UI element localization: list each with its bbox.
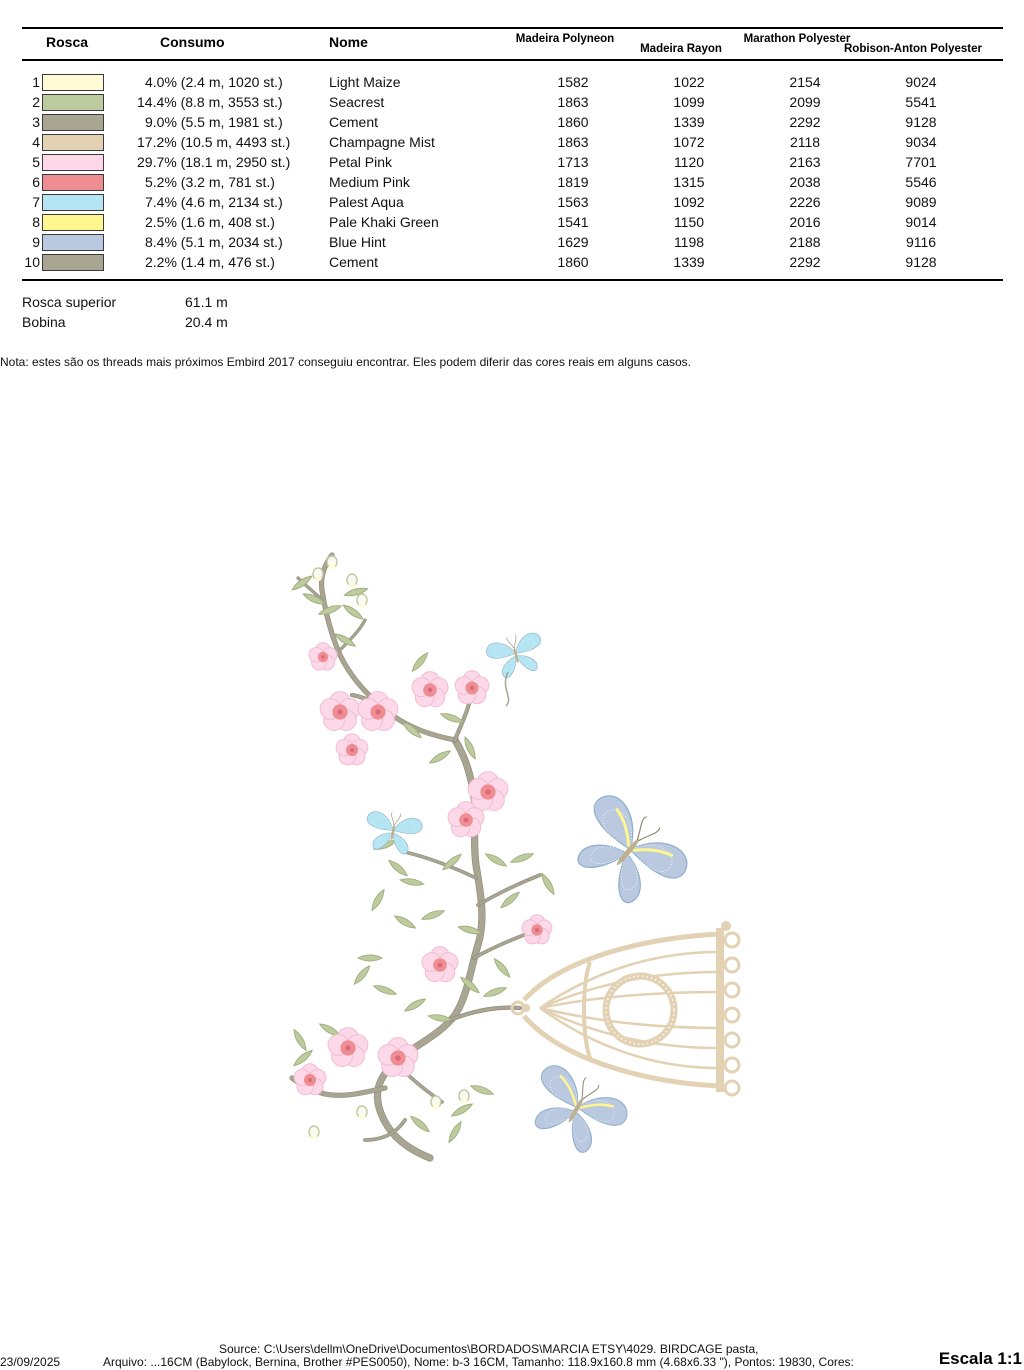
marathon-polyester-code: 2016 bbox=[789, 214, 821, 230]
thread-note: Nota: estes são os threads mais próximos Embird 2017 conseguiu encontrar. Eles podem diferir das cores reais em alguns casos. bbox=[0, 355, 692, 369]
leaf bbox=[446, 1120, 463, 1144]
birdcage-ring bbox=[606, 976, 674, 1044]
madeira-polyneon-code: 1860 bbox=[557, 254, 589, 270]
blossom-stamen bbox=[438, 963, 443, 968]
blossom-stamen bbox=[428, 688, 433, 693]
madeira-rayon-code: 1339 bbox=[673, 254, 705, 270]
color-swatch bbox=[42, 94, 104, 111]
madeira-polyneon-code: 1863 bbox=[557, 94, 589, 110]
leaf bbox=[387, 858, 409, 878]
thread-row bbox=[0, 252, 1024, 272]
thread-consumption: 7.4% (4.6 m, 2134 st.) bbox=[145, 194, 283, 210]
madeira-polyneon-code: 1582 bbox=[557, 74, 589, 90]
footer-file-info: Arquivo: ...16CM (Babylock, Bernina, Brother #PES0050), Nome: b-3 16CM, Tamanho: 118.9x160.8 mm (4.68x6.33 "), Pontos: 19830, Cores: bbox=[103, 1355, 854, 1369]
thread-number: 2 bbox=[32, 94, 40, 110]
madeira-rayon-code: 1315 bbox=[673, 174, 705, 190]
thread-number: 9 bbox=[32, 234, 40, 250]
madeira-polyneon-code: 1860 bbox=[557, 114, 589, 130]
color-swatch bbox=[42, 174, 104, 191]
flower-bud-base bbox=[329, 565, 336, 569]
madeira-rayon-code: 1099 bbox=[673, 94, 705, 110]
thread-number: 6 bbox=[32, 174, 40, 190]
butterfly-upper-wing bbox=[485, 638, 516, 661]
summary-value-bobbin: 20.4 m bbox=[185, 314, 228, 330]
blossom-stamen bbox=[337, 709, 342, 714]
robison-anton-polyester-code: 9128 bbox=[905, 114, 937, 130]
marathon-polyester-code: 2292 bbox=[789, 254, 821, 270]
color-swatch bbox=[42, 214, 104, 231]
leaf bbox=[318, 603, 343, 617]
blossom-stamen bbox=[535, 928, 539, 932]
birdcage-bar bbox=[540, 992, 718, 1008]
leaf bbox=[291, 1028, 308, 1052]
thread-consumption: 9.0% (5.5 m, 1981 st.) bbox=[145, 114, 283, 130]
blossom-stamen bbox=[345, 1045, 350, 1050]
color-swatch bbox=[42, 134, 104, 151]
blossom bbox=[455, 671, 489, 704]
blossom-stamen bbox=[308, 1078, 312, 1082]
madeira-polyneon-code: 1629 bbox=[557, 234, 589, 250]
robison-anton-polyester-code: 7701 bbox=[905, 154, 937, 170]
thread-name: Blue Hint bbox=[329, 234, 386, 250]
leaf bbox=[483, 985, 508, 999]
leaf bbox=[450, 1101, 474, 1118]
thread-consumption: 29.7% (18.1 m, 2950 st.) bbox=[137, 154, 291, 170]
robison-anton-polyester-code: 5541 bbox=[905, 94, 937, 110]
birdcage-scroll bbox=[725, 1033, 739, 1047]
flower-bud-base bbox=[311, 1135, 318, 1139]
leaf bbox=[352, 964, 372, 986]
leaf bbox=[492, 957, 512, 979]
birdcage-scroll bbox=[725, 1058, 739, 1072]
birdcage-knob bbox=[522, 1004, 530, 1012]
thread-row bbox=[0, 112, 1024, 132]
madeira-rayon-code: 1072 bbox=[673, 134, 705, 150]
flower-bud-base bbox=[461, 1099, 468, 1103]
footer-date: 23/09/2025 bbox=[0, 1355, 61, 1369]
birdcage-band bbox=[584, 962, 590, 1058]
header-consumo: Consumo bbox=[160, 34, 225, 50]
marathon-polyester-code: 2292 bbox=[789, 114, 821, 130]
marathon-polyester-code: 2163 bbox=[789, 154, 821, 170]
leaf bbox=[373, 983, 398, 997]
birdcage-scroll bbox=[725, 958, 739, 972]
thread-consumption: 17.2% (10.5 m, 4493 st.) bbox=[137, 134, 291, 150]
blossom bbox=[412, 672, 448, 707]
blossom bbox=[522, 915, 552, 944]
madeira-rayon-code: 1339 bbox=[673, 114, 705, 130]
header-madeira-polyneon: Madeira Polyneon bbox=[515, 33, 615, 45]
robison-anton-polyester-code: 9116 bbox=[905, 234, 937, 250]
summary-value-top-thread: 61.1 m bbox=[185, 294, 228, 310]
thread-name: Cement bbox=[329, 254, 379, 270]
color-swatch bbox=[42, 74, 104, 91]
butterfly-upper-wing bbox=[586, 789, 651, 851]
butterfly bbox=[518, 1057, 634, 1163]
blossom bbox=[378, 1038, 418, 1077]
blossom bbox=[309, 643, 337, 670]
thread-consumption: 2.2% (1.4 m, 476 st.) bbox=[145, 254, 275, 270]
thread-consumption: 2.5% (1.6 m, 408 st.) bbox=[145, 214, 275, 230]
robison-anton-polyester-code: 9014 bbox=[905, 214, 937, 230]
color-swatch bbox=[42, 154, 104, 171]
blossom-stamen bbox=[321, 655, 325, 659]
robison-anton-polyester-code: 9128 bbox=[905, 254, 937, 270]
marathon-polyester-code: 2118 bbox=[789, 134, 821, 150]
leaf bbox=[403, 996, 427, 1013]
madeira-rayon-code: 1120 bbox=[673, 154, 705, 170]
thread-row bbox=[0, 192, 1024, 212]
butterfly bbox=[362, 808, 424, 856]
thread-number: 3 bbox=[32, 114, 40, 130]
leaf bbox=[358, 955, 382, 961]
madeira-polyneon-code: 1819 bbox=[557, 174, 589, 190]
thread-name: Pale Khaki Green bbox=[329, 214, 439, 230]
embroidery-design-preview bbox=[280, 545, 745, 1175]
madeira-rayon-code: 1150 bbox=[673, 214, 705, 230]
blossom bbox=[294, 1064, 326, 1095]
blossom bbox=[336, 734, 368, 765]
branch bbox=[405, 852, 476, 878]
thread-row bbox=[0, 152, 1024, 172]
thread-consumption: 4.0% (2.4 m, 1020 st.) bbox=[145, 74, 283, 90]
thread-number: 7 bbox=[32, 194, 40, 210]
blossom-stamen bbox=[485, 789, 490, 794]
leaf bbox=[428, 748, 452, 765]
birdcage-finial bbox=[721, 921, 731, 931]
madeira-rayon-code: 1198 bbox=[673, 234, 705, 250]
birdcage-scroll bbox=[725, 1008, 739, 1022]
madeira-rayon-code: 1022 bbox=[673, 74, 705, 90]
thread-name: Medium Pink bbox=[329, 174, 410, 190]
birdcage-scroll bbox=[725, 983, 739, 997]
summary-label-bobbin: Bobina bbox=[22, 314, 66, 330]
madeira-polyneon-code: 1563 bbox=[557, 194, 589, 210]
thread-number: 1 bbox=[32, 74, 40, 90]
marathon-polyester-code: 2099 bbox=[789, 94, 821, 110]
thread-row bbox=[0, 172, 1024, 192]
thread-name: Petal Pink bbox=[329, 154, 393, 170]
flower-bud-base bbox=[315, 577, 322, 581]
robison-anton-polyester-code: 9089 bbox=[905, 194, 937, 210]
blossom-stamen bbox=[350, 748, 354, 752]
thread-number: 4 bbox=[32, 134, 40, 150]
marathon-polyester-code: 2038 bbox=[789, 174, 821, 190]
flower-bud-base bbox=[349, 583, 356, 587]
blossom-stamen bbox=[464, 818, 469, 823]
robison-anton-polyester-code: 9034 bbox=[905, 134, 937, 150]
marathon-polyester-code: 2226 bbox=[789, 194, 821, 210]
header-robison-anton-polyester: Robison-Anton Polyester bbox=[843, 43, 982, 55]
leaf bbox=[539, 872, 556, 896]
blossom bbox=[468, 772, 508, 811]
header-madeira-rayon: Madeira Rayon bbox=[640, 43, 722, 55]
robison-anton-polyester-code: 9024 bbox=[905, 74, 937, 90]
butterfly-lower-wing bbox=[516, 651, 538, 674]
birdcage-scroll bbox=[725, 933, 739, 947]
thread-row bbox=[0, 132, 1024, 152]
thread-consumption: 14.4% (8.8 m, 3553 st.) bbox=[137, 94, 283, 110]
color-swatch bbox=[42, 194, 104, 211]
leaf bbox=[484, 851, 508, 868]
flower-bud-base bbox=[433, 1105, 440, 1109]
footer-scale: Escala 1:1 bbox=[938, 1349, 1022, 1368]
blossom-stamen bbox=[375, 709, 380, 714]
flower-bud-base bbox=[359, 603, 366, 607]
footer-source-path: Source: C:\Users\dellm\OneDrive\Documentos\BORDADOS\MARCIA ETSY\4029. BIRDCAGE pasta, bbox=[219, 1342, 759, 1356]
thread-name: Cement bbox=[329, 114, 379, 130]
thread-number: 5 bbox=[32, 154, 40, 170]
thread-name: Light Maize bbox=[329, 74, 401, 90]
color-swatch bbox=[42, 254, 104, 271]
leaf bbox=[400, 877, 425, 887]
thread-row bbox=[0, 232, 1024, 252]
leaf bbox=[510, 851, 535, 865]
color-swatch bbox=[42, 234, 104, 251]
thread-row bbox=[0, 72, 1024, 92]
madeira-rayon-code: 1092 bbox=[673, 194, 705, 210]
leaf bbox=[393, 913, 417, 930]
blossom-stamen bbox=[395, 1055, 400, 1060]
header-rosca: Rosca bbox=[46, 34, 89, 50]
flower-bud-base bbox=[359, 1115, 366, 1119]
table-bottom-rule bbox=[22, 279, 1003, 281]
birdcage-frame bbox=[716, 928, 724, 1092]
thread-number: 8 bbox=[32, 214, 40, 230]
butterfly-upper-wing bbox=[393, 815, 423, 836]
leaf bbox=[369, 888, 386, 912]
thread-row bbox=[0, 92, 1024, 112]
marathon-polyester-code: 2188 bbox=[789, 234, 821, 250]
thread-table-body bbox=[0, 0, 1024, 290]
leaf bbox=[470, 1083, 495, 1097]
thread-number: 10 bbox=[24, 254, 40, 270]
butterfly bbox=[484, 629, 548, 681]
summary-label-top-thread: Rosca superior bbox=[22, 294, 117, 310]
madeira-polyneon-code: 1713 bbox=[557, 154, 589, 170]
thread-name: Palest Aqua bbox=[329, 194, 404, 210]
marathon-polyester-code: 2154 bbox=[789, 74, 821, 90]
thread-name: Seacrest bbox=[329, 94, 385, 110]
thread-consumption: 5.2% (3.2 m, 781 st.) bbox=[145, 174, 275, 190]
birdcage-scroll bbox=[725, 1081, 739, 1095]
leaf bbox=[410, 651, 430, 673]
color-swatch bbox=[42, 114, 104, 131]
header-nome: Nome bbox=[329, 34, 368, 50]
blossom-stamen bbox=[470, 686, 474, 690]
leaf bbox=[409, 1114, 431, 1134]
madeira-polyneon-code: 1863 bbox=[557, 134, 589, 150]
leaf bbox=[421, 908, 446, 922]
madeira-polyneon-code: 1541 bbox=[557, 214, 589, 230]
header-marathon-polyester: Marathon Polyester bbox=[743, 33, 851, 45]
thread-name: Champagne Mist bbox=[329, 134, 435, 150]
thread-consumption: 8.4% (5.1 m, 2034 st.) bbox=[145, 234, 283, 250]
butterfly bbox=[559, 786, 696, 919]
thread-row bbox=[0, 212, 1024, 232]
robison-anton-polyester-code: 5546 bbox=[905, 174, 937, 190]
blossom bbox=[422, 947, 458, 982]
